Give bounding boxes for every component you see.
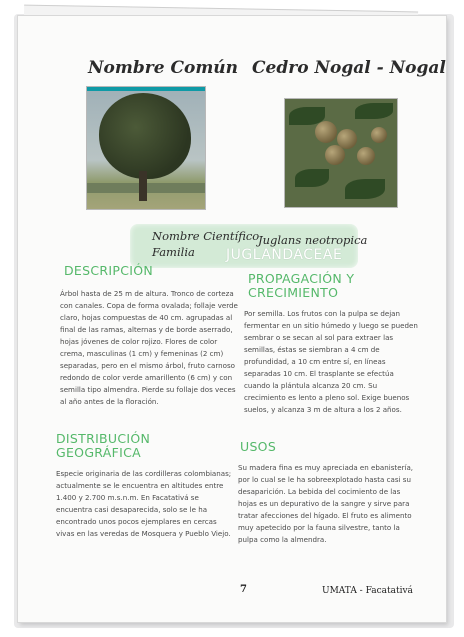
- fruit-photo: [284, 98, 398, 208]
- usos-title: USOS: [240, 439, 277, 454]
- footer-brand: UMATA - Facatativá: [322, 586, 413, 596]
- usos-text: Su madera fina es muy apreciada en ebanistería, por lo cual se le ha sobreexplotado hasta casi su desaparición. La bebida del cocimiento de las hojas es un depurativo de la sangre y sirve para tratar afecciones del hígado. El fruto es alimento muy apetecido por la fauna silvestre, tanto la pulpa como la almendra.: [238, 463, 414, 544]
- fruit-photo-nut: [315, 121, 337, 143]
- distribucion-title-line1: DISTRIBUCIÓN: [56, 431, 151, 446]
- tree-photo-crown: [99, 93, 191, 179]
- scientific-name-value: Juglans neotropica: [258, 233, 368, 247]
- tree-photo-trunk: [139, 171, 147, 201]
- descripcion-title: DESCRIPCIÓN: [64, 263, 153, 278]
- fruit-photo-leaf: [355, 103, 393, 119]
- descripcion-text: Árbol hasta de 25 m de altura. Tronco de corteza con canales. Copa de forma ovalada; follaje verde claro, hojas compuestas de 40 cm. agrupadas al final de las ramas, alternas y de borde aserrado, hojas jóvenes de color rojizo. Flores de color crema, masculinas (1 cm) y femeninas (2 cm) separadas, pero en el mismo árbol, fruto carnoso redondo de color verde amarillento (6 cm) y con semilla tipo almendra. Pierde su follaje dos veces al año antes de la floración.: [60, 289, 238, 406]
- family-value: JUGLANDACEAE: [226, 247, 343, 263]
- propagacion-title-line2: CRECIMIENTO: [248, 285, 339, 300]
- fruit-photo-nut: [371, 127, 387, 143]
- family-label: Familia: [152, 245, 195, 259]
- tree-photo: [86, 86, 206, 210]
- distribucion-title-line2: GEOGRÁFICA: [56, 445, 141, 460]
- fruit-photo-nut: [325, 145, 345, 165]
- page-number: 7: [240, 584, 247, 595]
- propagacion-title-line1: PROPAGACIÓN Y: [248, 271, 355, 286]
- fruit-photo-nut: [357, 147, 375, 165]
- common-name-label: Nombre Común: [88, 58, 239, 78]
- scientific-name-label: Nombre Científico: [152, 229, 260, 243]
- fruit-photo-leaf: [345, 179, 385, 199]
- page-header: [88, 58, 446, 78]
- propagacion-text: Por semilla. Los frutos con la pulpa se dejan fermentar en un sitio húmedo y luego se pueden sembrar o se secan al sol para extraer las semillas, éstas se siembran a 4 cm de profundidad, a 10 cm entre sí, en líneas separadas 10 cm. El trasplante se efectúa cuando la plántula alcanza 20 cm. Su crecimiento es lento a pleno sol. Exige buenos suelos, y alcanza 3 m de altura a los 2 años.: [244, 309, 418, 414]
- common-name-value: Cedro Nogal - Nogal: [252, 58, 446, 78]
- fruit-photo-leaf: [295, 169, 329, 187]
- distribucion-text: Especie originaria de las cordilleras colombianas; actualmente se le encuentra en altitudes entre 1.400 y 2.700 m.s.n.m. En Facatativá se encuentra casi desaparecida, solo se le ha encontrado unos pocos ejemplares en cercas vivas en las veredas de Mosquera y Pueblo Viejo.: [56, 469, 232, 538]
